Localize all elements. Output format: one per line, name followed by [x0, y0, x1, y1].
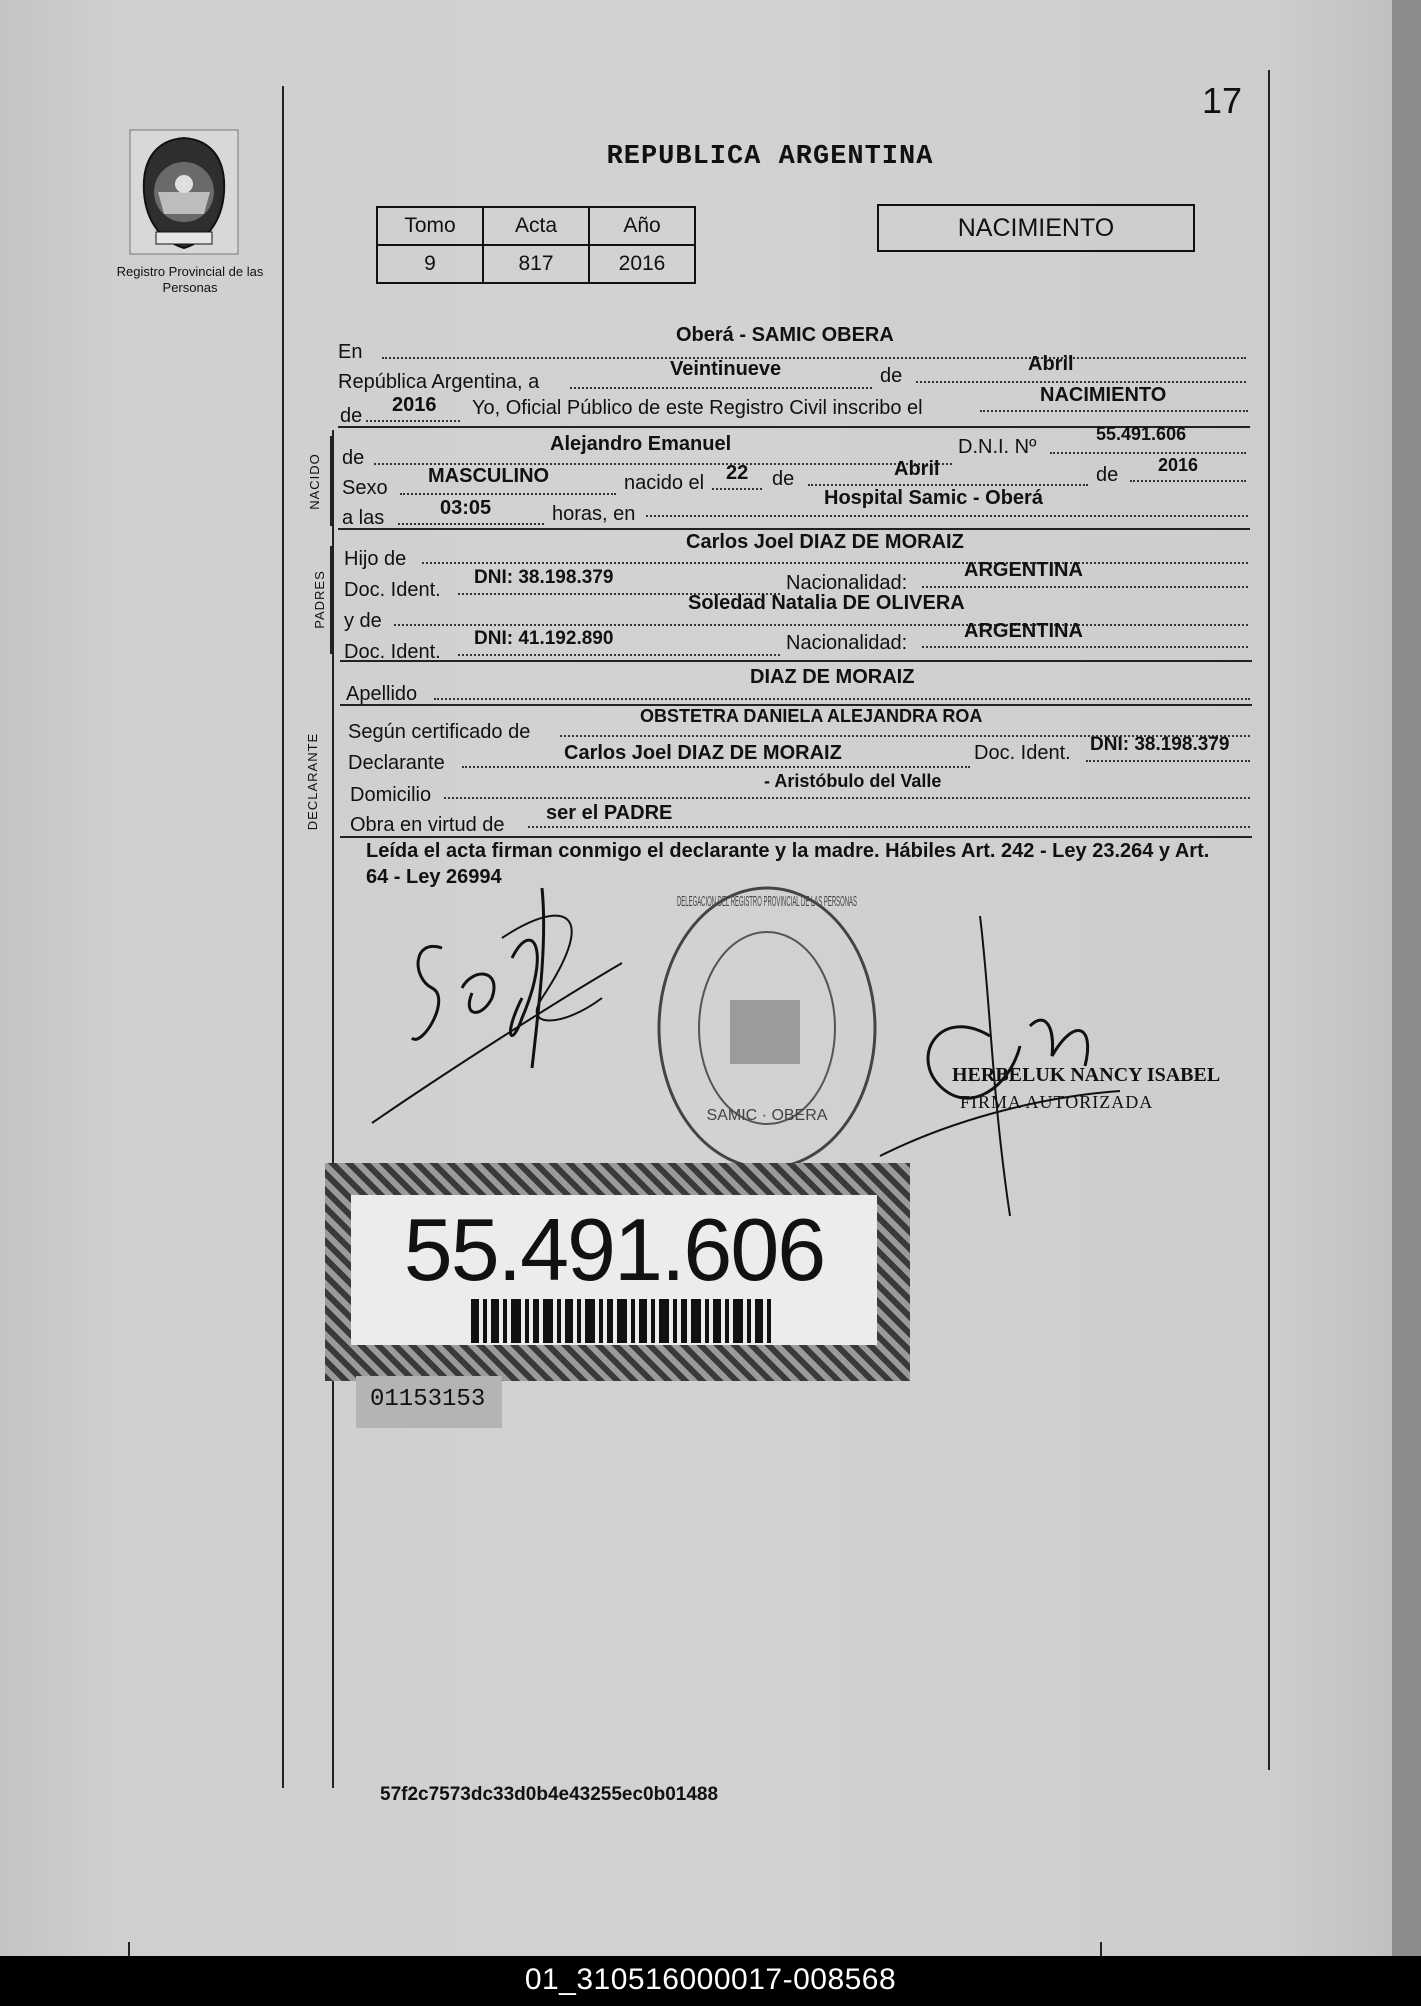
hora-value: 03:05 — [440, 497, 492, 519]
apellido-label: Apellido — [346, 683, 418, 705]
mother-name-value: Soledad Natalia DE OLIVERA — [688, 592, 965, 614]
en-dotted-line — [382, 357, 1246, 359]
edge-tick-right — [1100, 1942, 1102, 1956]
obra-label: Obra en virtud de — [350, 814, 505, 836]
inscribo-dotted-line — [980, 410, 1248, 412]
father-nat-dotted-line — [922, 586, 1248, 588]
left-margin-line-2 — [332, 430, 334, 1788]
birth-day-value: 22 — [726, 462, 749, 484]
meta-value-tomo: 9 — [377, 245, 483, 283]
right-margin-line — [1268, 70, 1270, 1770]
doc-label-1: Doc. Ident. — [344, 579, 441, 601]
month-value: Abril — [1028, 353, 1074, 375]
underline-nacido — [338, 528, 1250, 530]
hijo-label: Hijo de — [344, 548, 407, 570]
year-value: 2016 — [392, 394, 437, 416]
meta-header-acta: Acta — [483, 207, 589, 245]
dni-label-inner — [351, 1195, 877, 1345]
inscribo-value: NACIMIENTO — [1040, 384, 1167, 406]
de4-label: de — [1096, 464, 1119, 486]
mother-dotted-line — [394, 624, 1248, 626]
month-dotted-line — [916, 381, 1246, 383]
declarante-section-label: DECLARANTE — [305, 732, 321, 831]
dni-value: 55.491.606 — [1096, 424, 1187, 444]
name-value: Alejandro Emanuel — [550, 433, 732, 455]
nac-label-2: Nacionalidad: — [786, 632, 908, 654]
footer-bar — [0, 1956, 1421, 2006]
meta-value-acta: 817 — [483, 245, 589, 283]
dni-label-sticker — [325, 1163, 910, 1381]
meta-value-row — [377, 245, 695, 283]
serial-number: 01153153 — [370, 1386, 486, 1413]
birth-day-dotted-line — [712, 488, 762, 490]
en-value: Oberá - SAMIC OBERA — [676, 324, 894, 346]
page-number: 17 — [1202, 80, 1243, 121]
father-dotted-line — [422, 562, 1248, 564]
de3-label: de — [772, 468, 795, 490]
dni-label-number: 55.491.606 — [403, 1200, 825, 1299]
mother-nat-dotted-line — [922, 646, 1248, 648]
declarante-label: Declarante — [348, 752, 445, 774]
de2-label: de — [340, 405, 363, 427]
provincia-de-misiones-shield-icon — [128, 128, 240, 258]
serial-number-box — [356, 1376, 502, 1428]
decl-doc-value: DNI: 38.198.379 — [1090, 734, 1230, 755]
padres-bracket — [330, 546, 332, 654]
record-meta-table — [376, 206, 696, 284]
certificado-label: Según certificado de — [348, 721, 531, 743]
obra-value: ser el PADRE — [546, 802, 673, 824]
declarante-dotted-line — [462, 766, 970, 768]
dni-label: D.N.I. Nº — [958, 436, 1037, 458]
document-title: REPUBLICA ARGENTINA — [606, 142, 934, 172]
decl-doc-label: Doc. Ident. — [974, 742, 1071, 764]
page-edge-shadow — [1392, 0, 1421, 1956]
nacido-section-label: NACIDO — [306, 453, 322, 510]
nacido-el-label: nacido el — [624, 472, 705, 494]
underline-padres — [340, 660, 1252, 662]
horas-en-label: horas, en — [552, 503, 636, 525]
edge-tick-left — [128, 1942, 130, 1956]
dni-dotted-line — [1050, 452, 1246, 454]
father-name-value: Carlos Joel DIAZ DE MORAIZ — [686, 531, 964, 553]
authority-role: FIRMA AUTORIZADA — [960, 1092, 1154, 1112]
seal-inner-text: SAMIC · OBERA — [706, 1107, 828, 1124]
day-dotted-line — [570, 387, 872, 389]
obra-dotted-line — [528, 826, 1250, 828]
domicilio-label: Domicilio — [350, 784, 432, 806]
certificado-value: OBSTETRA DANIELA ALEJANDRA ROA — [640, 706, 983, 726]
en-label: En — [338, 341, 363, 363]
place-value: Hospital Samic - Oberá — [824, 487, 1043, 509]
sexo-label: Sexo — [342, 477, 388, 499]
birth-year-dotted-line — [1130, 480, 1246, 482]
registry-seal-icon — [652, 880, 882, 1176]
sexo-dotted-line — [400, 493, 616, 495]
mother-doc-value: DNI: 41.192.890 — [474, 628, 614, 649]
legal-text: Leída el acta firman conmigo el declarante y la madre. Hábiles Art. 242 - Ley 23.264 y Art. 64 - Ley 26994 — [366, 840, 1210, 888]
apellido-value: DIAZ DE MORAIZ — [750, 666, 915, 688]
de-label: de — [880, 365, 903, 387]
footer-code: 01_310516000017-008568 — [524, 1963, 897, 1996]
mother-nat-value: ARGENTINA — [964, 620, 1083, 642]
decl-doc-dotted-line — [1086, 760, 1250, 762]
birth-month-value: Abril — [894, 458, 940, 480]
nacido-bracket — [330, 436, 332, 526]
apellido-dotted-line — [434, 698, 1250, 700]
domicilio-value: - Aristóbulo del Valle — [764, 771, 942, 791]
domicilio-dotted-line — [444, 797, 1250, 799]
sexo-value: MASCULINO — [428, 465, 550, 487]
oficial-label: Yo, Oficial Público de este Registro Civil inscribo el — [472, 397, 923, 419]
day-value: Veintinueve — [670, 358, 782, 380]
declarante-bracket — [332, 722, 334, 836]
meta-header-anio: Año — [589, 207, 695, 245]
year-dotted-line — [366, 420, 460, 422]
place-dotted-line — [646, 515, 1248, 517]
declarante-value: Carlos Joel DIAZ DE MORAIZ — [564, 742, 842, 764]
birth-year-value: 2016 — [1158, 455, 1199, 475]
nac-label-1: Nacionalidad: — [786, 572, 908, 594]
father-doc-value: DNI: 38.198.379 — [474, 567, 614, 588]
barcode-icon — [471, 1299, 771, 1343]
republica-label: República Argentina, a — [338, 371, 540, 393]
name-label: de — [342, 447, 365, 469]
doc-label-2: Doc. Ident. — [344, 641, 441, 663]
hora-label: a las — [342, 507, 385, 529]
record-type-box: NACIMIENTO — [877, 204, 1195, 252]
logo-caption: Registro Provincial de las Personas — [116, 264, 264, 295]
document-hash: 57f2c7573dc33d0b4e43255ec0b01488 — [380, 1784, 719, 1805]
birth-month-dotted-line — [808, 484, 1088, 486]
authority-name: HERBELUK NANCY ISABEL — [952, 1064, 1221, 1086]
meta-header-tomo: Tomo — [377, 207, 483, 245]
meta-header-row — [377, 207, 695, 245]
yde-label: y de — [344, 610, 382, 632]
padres-section-label: PADRES — [311, 570, 327, 629]
mother-doc-dotted-line — [458, 654, 780, 656]
seal-ring-text: DELEGACION DEL REGISTRO PROVINCIAL DE LAS PERSONAS — [677, 893, 857, 910]
declarant-signature-icon — [372, 878, 632, 1128]
meta-value-anio: 2016 — [589, 245, 695, 283]
father-nat-value: ARGENTINA — [964, 559, 1083, 581]
hora-dotted-line — [398, 523, 544, 525]
left-margin-line — [282, 86, 284, 1788]
